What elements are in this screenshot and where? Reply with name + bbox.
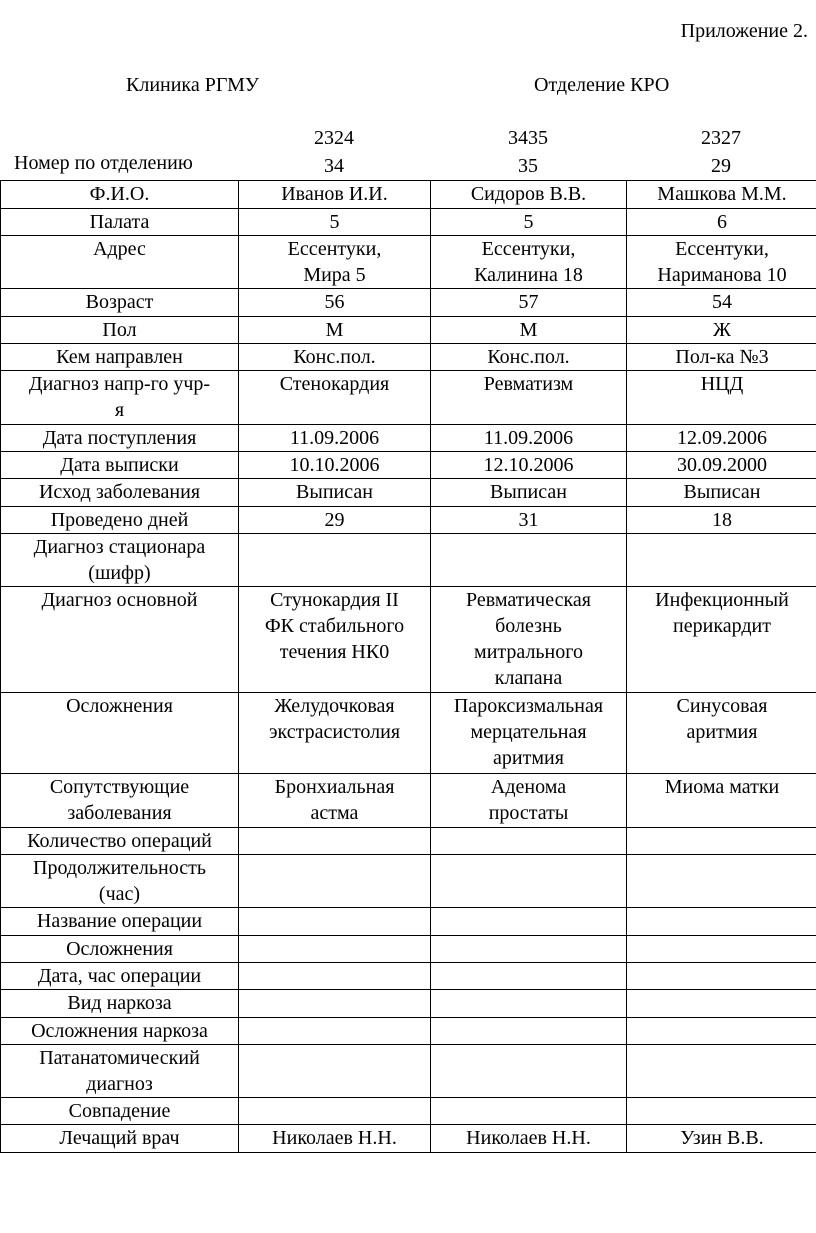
row-label [1, 317, 239, 344]
patient-2-cell [431, 1125, 627, 1153]
cell-text-line: Пол-ка №3 [675, 346, 769, 368]
cell-text-line: Бронхиальная [274, 776, 395, 798]
patient-3-cell [627, 236, 816, 289]
cell-text-line: Количество операций [27, 830, 212, 852]
table-row [1, 507, 816, 534]
cell-text-line: простаты [488, 802, 569, 824]
patient-2-cell [431, 1045, 627, 1098]
cell-text-line: Кем направлен [56, 346, 183, 368]
patient-1-cell [239, 371, 431, 425]
cell-text-line: Ж [713, 319, 731, 341]
table-row [1, 1045, 816, 1098]
patient-3-cell [627, 908, 816, 936]
patient-3-cell [627, 936, 816, 963]
row-label [1, 963, 239, 990]
department-number-patient-2 [430, 124, 626, 180]
row-label [1, 534, 239, 587]
cell-text-line: Пол [102, 319, 137, 341]
table-row [1, 587, 816, 693]
patient-3-cell [627, 1045, 816, 1098]
patient-2-cell [431, 587, 627, 693]
patient-2-cell [431, 317, 627, 344]
row-label [1, 936, 239, 963]
patient-1-cell [239, 289, 431, 317]
cell-text-line: Лечащий врач [59, 1127, 180, 1149]
row-label [1, 1018, 239, 1045]
patient-3-cell [627, 425, 816, 452]
patient-1-cell [239, 963, 431, 990]
cell-text-line: Палата [89, 211, 150, 233]
patient-1-cell [239, 908, 431, 936]
cell-text-line: Осложнения наркоза [31, 1020, 208, 1042]
patient-2-cell [431, 936, 627, 963]
cell-text-line: Диагноз стационара [33, 536, 206, 558]
row-label [1, 1125, 239, 1153]
patient-3-cell [627, 693, 816, 774]
cell-text-line: Продолжительность [33, 857, 206, 879]
table-row [1, 344, 816, 371]
table-row [1, 908, 816, 936]
table-row [1, 963, 816, 990]
row-label [1, 371, 239, 425]
cell-text-line: 11.09.2006 [483, 427, 574, 449]
cell-text-line: мерцательная [470, 721, 587, 743]
patient-records-body [1, 181, 816, 1153]
cell-text-line: 5 [329, 211, 340, 233]
cell-text-line: Нариманова 10 [657, 264, 787, 286]
patient-2-cell [431, 425, 627, 452]
cell-text-line: Дата, час операции [37, 965, 202, 987]
row-label [1, 209, 239, 236]
cell-text-line: Дата поступления [42, 427, 197, 449]
row-label [1, 1098, 239, 1125]
patient-2-cell [431, 855, 627, 908]
cell-text-line: Аденома [490, 776, 567, 798]
patient-2-cell [431, 289, 627, 317]
patient-3-cell [627, 587, 816, 693]
row-label [1, 774, 239, 828]
table-row [1, 990, 816, 1018]
department-number-line: 34 [324, 155, 344, 177]
cell-text-line: Осложнения [66, 695, 173, 717]
department-number-line: 35 [518, 155, 538, 177]
department-name: Отделение КРО [534, 74, 670, 96]
patient-2-cell [431, 828, 627, 855]
cell-text-line: 29 [324, 509, 345, 531]
patient-2-cell [431, 963, 627, 990]
patient-3-cell [627, 507, 816, 534]
patient-3-cell [627, 774, 816, 828]
cell-text-line: Мира 5 [303, 264, 366, 286]
patient-1-cell [239, 209, 431, 236]
patient-1-cell [239, 828, 431, 855]
patient-3-cell [627, 452, 816, 479]
patient-1-cell [239, 236, 431, 289]
cell-text-line: Сидоров В.В. [470, 183, 587, 205]
cell-text-line: диагноз [86, 1073, 153, 1095]
cell-text-line: Диагноз основной [41, 589, 198, 611]
cell-text-line: Узин В.В. [680, 1127, 764, 1149]
cell-text-line: аритмия [493, 747, 564, 769]
cell-text-line: Ессентуки, [675, 238, 769, 260]
table-row [1, 774, 816, 828]
patient-3-cell [627, 479, 816, 507]
patient-2-cell [431, 209, 627, 236]
patient-1-cell [239, 317, 431, 344]
patient-1-cell [239, 990, 431, 1018]
patient-1-cell [239, 181, 431, 209]
department-number-row [0, 124, 816, 180]
cell-text-line: ФК стабильного [264, 615, 405, 637]
cell-text-line: 12.10.2006 [483, 454, 574, 476]
patient-3-cell [627, 181, 816, 209]
cell-text-line: Осложнения [66, 938, 173, 960]
cell-text-line: Ф.И.О. [89, 183, 150, 205]
table-row [1, 1125, 816, 1153]
cell-text-line: болезнь [495, 615, 562, 637]
patient-3-cell [627, 209, 816, 236]
cell-text-line: Инфекционный [655, 589, 789, 611]
patient-2-cell [431, 371, 627, 425]
cell-text-line: 11.09.2006 [289, 427, 380, 449]
row-label [1, 828, 239, 855]
cell-text-line: Ессентуки, [287, 238, 382, 260]
cell-text-line: течения НК0 [279, 641, 390, 663]
row-label [1, 693, 239, 774]
cell-text-line: 56 [324, 291, 345, 313]
cell-text-line: Конс.пол. [293, 346, 376, 368]
cell-text-line: (час) [98, 883, 141, 905]
table-row [1, 479, 816, 507]
patient-1-cell [239, 774, 431, 828]
patient-3-cell [627, 344, 816, 371]
table-row [1, 317, 816, 344]
cell-text-line: Иванов И.И. [281, 183, 388, 205]
cell-text-line: клапана [494, 667, 563, 689]
cell-text-line: 57 [518, 291, 539, 313]
cell-text-line: аритмия [686, 721, 758, 743]
table-row [1, 452, 816, 479]
department-number-line: 29 [711, 155, 731, 177]
appendix-label: Приложение 2. [680, 20, 808, 42]
cell-text-line: 18 [712, 509, 732, 531]
patient-1-cell [239, 855, 431, 908]
row-label [1, 507, 239, 534]
department-number-patient-1 [238, 124, 430, 180]
table-row [1, 181, 816, 209]
patient-1-cell [239, 452, 431, 479]
patient-2-cell [431, 344, 627, 371]
cell-text-line: Патанатомический [39, 1047, 200, 1069]
patient-3-cell [627, 534, 816, 587]
cell-text-line: Стунокардия II [270, 589, 399, 611]
patient-3-cell [627, 289, 816, 317]
patient-3-cell [627, 371, 816, 425]
patient-2-cell [431, 479, 627, 507]
cell-text-line: экстрасистолия [268, 721, 401, 743]
patient-1-cell [239, 344, 431, 371]
row-label [1, 289, 239, 317]
patient-1-cell [239, 507, 431, 534]
cell-text-line: 6 [717, 211, 727, 233]
row-label [1, 181, 239, 209]
table-row [1, 534, 816, 587]
patient-1-cell [239, 534, 431, 587]
department-number-line: 2324 [314, 127, 354, 149]
table-row [1, 425, 816, 452]
patient-3-cell [627, 317, 816, 344]
patient-1-cell [239, 479, 431, 507]
cell-text-line: Миома матки [664, 776, 780, 798]
cell-text-line: Стенокардия [279, 373, 390, 395]
cell-text-line: 54 [712, 291, 732, 313]
cell-text-line: 12.09.2006 [677, 427, 767, 449]
table-row [1, 855, 816, 908]
patient-3-cell [627, 828, 816, 855]
cell-text-line: Исход заболевания [38, 481, 201, 503]
cell-text-line: митрального [474, 641, 583, 663]
patient-3-cell [627, 1125, 816, 1153]
patient-2-cell [431, 990, 627, 1018]
cell-text-line: Выписан [296, 481, 373, 503]
cell-text-line: перикардит [673, 615, 771, 637]
table-row [1, 936, 816, 963]
cell-text-line: Проведено дней [50, 509, 189, 531]
patient-3-cell [627, 1098, 816, 1125]
table-row [1, 371, 816, 425]
patient-1-cell [239, 1098, 431, 1125]
cell-text-line: я [114, 399, 125, 421]
patient-1-cell [239, 1045, 431, 1098]
cell-text-line: 31 [518, 509, 539, 531]
cell-text-line: Выписан [490, 481, 567, 503]
patient-1-cell [239, 693, 431, 774]
patient-2-cell [431, 236, 627, 289]
patient-2-cell [431, 693, 627, 774]
patient-2-cell [431, 1018, 627, 1045]
patient-2-cell [431, 181, 627, 209]
row-label [1, 479, 239, 507]
patient-1-cell [239, 1018, 431, 1045]
cell-text-line: Дата выписки [60, 454, 179, 476]
cell-text-line: 30.09.2000 [677, 454, 767, 476]
cell-text-line: (шифр) [88, 562, 151, 584]
patient-3-cell [627, 1018, 816, 1045]
table-row [1, 209, 816, 236]
row-label [1, 425, 239, 452]
patient-1-cell [239, 587, 431, 693]
row-label [1, 452, 239, 479]
cell-text-line: Совпадение [68, 1100, 171, 1122]
cell-text-line: Название операции [36, 910, 203, 932]
patient-2-cell [431, 908, 627, 936]
row-label [1, 236, 239, 289]
patient-3-cell [627, 855, 816, 908]
cell-text-line: Синусовая [676, 695, 768, 717]
cell-text-line: Ревматизм [483, 373, 574, 395]
cell-text-line: астма [310, 802, 359, 824]
cell-text-line: Сопутствующие [49, 776, 190, 798]
cell-text-line: Пароксизмальная [453, 695, 604, 717]
cell-text-line: Диагноз напр-го учр- [28, 373, 211, 395]
row-label [1, 587, 239, 693]
cell-text-line: НЦД [700, 373, 744, 395]
department-number-label: Номер по отделению [14, 152, 193, 174]
cell-text-line: заболевания [67, 802, 172, 824]
table-row [1, 1098, 816, 1125]
cell-text-line: 5 [523, 211, 534, 233]
department-number-patient-3 [626, 124, 816, 180]
patient-3-cell [627, 990, 816, 1018]
row-label [1, 344, 239, 371]
cell-text-line: 10.10.2006 [289, 454, 380, 476]
cell-text-line: М [325, 319, 344, 341]
table-row [1, 1018, 816, 1045]
cell-text-line: Николаев Н.Н. [466, 1127, 591, 1149]
patient-2-cell [431, 774, 627, 828]
cell-text-line: Николаев Н.Н. [272, 1127, 397, 1149]
table-row [1, 693, 816, 774]
patient-records-table [0, 180, 816, 1153]
row-label [1, 1045, 239, 1098]
cell-text-line: Вид наркоза [67, 992, 172, 1014]
patient-2-cell [431, 452, 627, 479]
cell-text-line: Адрес [93, 238, 146, 260]
table-row [1, 828, 816, 855]
row-label [1, 908, 239, 936]
cell-text-line: Машкова М.М. [657, 183, 787, 205]
department-number-line: 3435 [508, 127, 548, 149]
patient-1-cell [239, 1125, 431, 1153]
table-row [1, 236, 816, 289]
cell-text-line: Калинина 18 [474, 264, 583, 286]
cell-text-line: Возраст [85, 291, 154, 313]
patient-1-cell [239, 936, 431, 963]
patient-3-cell [627, 963, 816, 990]
table-row [1, 289, 816, 317]
cell-text-line: Выписан [683, 481, 761, 503]
patient-2-cell [431, 507, 627, 534]
row-label [1, 855, 239, 908]
cell-text-line: М [519, 319, 538, 341]
clinic-name: Клиника РГМУ [126, 74, 260, 96]
patient-1-cell [239, 425, 431, 452]
cell-text-line: Конс.пол. [487, 346, 570, 368]
cell-text-line: Желудочковая [274, 695, 395, 717]
patient-2-cell [431, 534, 627, 587]
row-label [1, 990, 239, 1018]
department-number-line: 2327 [701, 127, 741, 149]
patient-2-cell [431, 1098, 627, 1125]
cell-text-line: Ессентуки, [481, 238, 576, 260]
cell-text-line: Ревматическая [466, 589, 591, 611]
